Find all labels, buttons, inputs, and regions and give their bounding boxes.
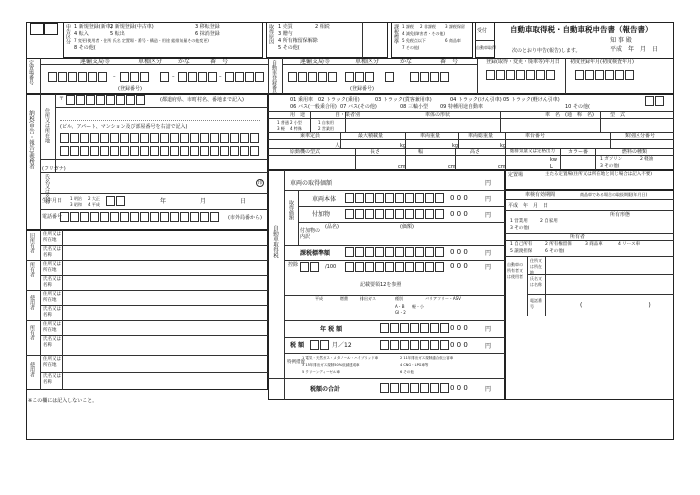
kana-label: (フリガナ)	[42, 166, 66, 172]
annual-cells[interactable]	[380, 323, 449, 333]
yen: 円	[485, 180, 492, 187]
birth-unit: 日	[240, 198, 247, 205]
special-item[interactable]: 6 その他	[400, 370, 414, 374]
fraction: /100	[325, 264, 337, 270]
color-label: カラー番	[568, 149, 589, 155]
reason-item[interactable]: 3 移転登録	[195, 24, 220, 30]
seal-mark: 印	[257, 180, 263, 186]
checkbox-large[interactable]	[30, 23, 44, 35]
number-header: 番 号	[210, 58, 229, 65]
owner-row-label: 住所又は所在地	[43, 357, 61, 368]
birth-cells[interactable]	[106, 196, 125, 206]
vehicle-type-option[interactable]: 01 乗用車	[290, 97, 313, 103]
owner-row-label: 電話番号	[530, 298, 542, 309]
vehicle-type-option[interactable]: 06 バス(一般乗合用)	[290, 104, 337, 110]
fuel-option[interactable]: 3 その他(	[600, 164, 620, 169]
dim-unit: cm	[448, 164, 456, 170]
exempt-item[interactable]: 7 その他(	[402, 45, 420, 50]
dim-label: 高さ	[470, 149, 481, 155]
accessory-label: 付加物	[312, 211, 331, 218]
yen: 円	[485, 343, 492, 350]
yen: 円	[485, 264, 492, 271]
number-header-right: 車種区分	[355, 58, 380, 65]
vehicle-type-option[interactable]: 04 トラック(けん引車)	[450, 97, 502, 103]
owner-row-label: 氏名又は名称	[43, 374, 61, 385]
yen: 円	[485, 250, 492, 257]
tax-rate-note: 記載要領12を参照	[360, 282, 402, 288]
number-cells-class[interactable]	[120, 72, 149, 82]
owner-row-label: 住所又は所在地	[530, 258, 542, 275]
status-codes-side-label: 取得原因	[268, 24, 274, 44]
owner-class-label: 自・業者別	[335, 112, 361, 118]
special-item[interactable]: 2 11年排出ガス規制適合低公害車	[400, 356, 454, 360]
number-hint: (登録番号)	[118, 86, 142, 92]
reason-item[interactable]: 4 転入	[74, 31, 89, 37]
rate-cells[interactable]	[300, 262, 319, 272]
rating-header: 種別	[395, 296, 403, 301]
plate-cells-number[interactable]	[410, 72, 449, 82]
cat-label: 類別区分番号	[625, 133, 656, 139]
owner-label: 所有者	[570, 234, 586, 240]
weight-label: 車両重量	[420, 133, 441, 139]
building-note: (ビル、アパート、マンション及び部屋番号を右詰で記入)	[60, 124, 188, 130]
row-side-label: 定置場番号	[28, 60, 34, 85]
usage-option[interactable]: 2 営業用	[318, 126, 334, 131]
status-item[interactable]: 3 贈与	[278, 31, 293, 37]
submit-date[interactable]: 平成 年 月 日	[610, 46, 659, 53]
max-load-label: 最大積載量	[358, 133, 384, 139]
yen: 円	[485, 196, 492, 203]
rating-header: バリアフリー・ASV	[425, 296, 461, 301]
era-option[interactable]: 3 昭和	[70, 202, 82, 207]
displacement-label: 総排気量又は定格出力	[510, 149, 555, 154]
disp-unit: L	[550, 164, 553, 170]
yen: 円	[485, 386, 492, 393]
yen: 円	[485, 326, 492, 333]
reg-date-label: 登録(取得・変更・廃車等)年月日	[486, 59, 560, 65]
annual-value: 0 0 0	[450, 324, 468, 332]
dim-label: 長さ	[370, 149, 381, 155]
reason-item[interactable]: 2 新規登録(中古車)	[110, 24, 154, 30]
vehicle-type-option[interactable]: 03 トラック(貨客兼用車)	[375, 97, 432, 103]
fuel-option[interactable]: 2 軽油	[640, 157, 654, 162]
special-item[interactable]: 3 15年排出ガス規制50%低減達成車	[302, 363, 360, 367]
number-header-right: 番 号	[440, 58, 459, 65]
option[interactable]: 3 その他(	[510, 226, 530, 231]
name-label: 氏名又は名称	[44, 174, 50, 204]
exempt-item[interactable]: 2 非課税	[420, 24, 436, 29]
cert-label: 車検有効期間	[525, 192, 556, 198]
owner-row-label: 氏名又は名称	[43, 277, 61, 288]
owner-row-label: 住所又は所在地	[43, 232, 61, 243]
footnote: ※この欄には記入しないこと。	[28, 398, 98, 404]
ownership-option[interactable]: 5 譲渡担保	[510, 249, 533, 254]
dim-unit: cm	[498, 164, 506, 170]
number-cells-num[interactable]	[178, 72, 217, 82]
row-side-label-2: 自動車登録番号	[271, 60, 277, 95]
first-reg-label: 初度登録年月(初度検査年月)	[570, 59, 634, 65]
first-reg-cells[interactable]	[575, 70, 634, 80]
accessory-cells[interactable]	[345, 209, 444, 219]
ownership-option[interactable]: 4 リース車	[618, 242, 641, 247]
body-option[interactable]: 3 軽	[277, 126, 285, 131]
exempt-codes-side-label: 課税標準	[393, 24, 399, 44]
fuel-label: 燃料の種類	[622, 149, 648, 155]
exempt-item[interactable]: 6 商品車	[445, 38, 461, 43]
ownership-label: 所有形態	[610, 212, 631, 218]
dim-label: 幅	[418, 149, 424, 155]
rating-value: GI・2	[395, 310, 406, 315]
vehicle-type-option[interactable]: 08 三輪小型	[400, 104, 428, 110]
section-label: 旧所有者	[29, 233, 35, 253]
vehicle-type-option[interactable]: 09 特種用途自動車	[440, 104, 483, 110]
rating-value: 軽・小	[412, 304, 424, 309]
owner-row-label: 氏名又は名称	[43, 307, 61, 318]
phone-label: 電話番号	[42, 214, 63, 220]
reason-item[interactable]: 7 変更(使用者・住所 氏名 定置場・番号・構造・用途 総排気量その他変更)	[74, 38, 209, 43]
vehicle-type-option[interactable]: 05 トラック(軽けん引車)	[503, 97, 560, 103]
ownership-option[interactable]: 1 自己所有	[510, 242, 533, 247]
vehicle-type-option[interactable]: 07 バス(その他)	[340, 104, 377, 110]
owner-row-label: 氏名又は名称	[530, 276, 542, 287]
gross-label: 車両総重量	[468, 133, 494, 139]
submit-note: 次のとおり申告(報告)します。	[512, 48, 581, 54]
base-label: 課税標準額	[300, 250, 331, 257]
special-item[interactable]: 5 クリーンディーゼル車	[302, 370, 340, 374]
item-name-hint: (品名)	[325, 224, 339, 230]
name-field[interactable]	[60, 176, 250, 190]
special-item[interactable]: 4 CNG・LPG車等	[400, 363, 429, 367]
stamp-label: 自動車取得	[476, 45, 496, 50]
name-label-2: 車 名 (通 称 名)	[545, 112, 594, 118]
reason-item[interactable]: 1 新規登録(新車)	[74, 24, 113, 30]
owner-row-label: 住所又は所在地	[43, 322, 61, 333]
acq-label: 車両の取得価額	[290, 180, 333, 187]
reg-date-cells[interactable]	[486, 70, 555, 80]
number-header: かな	[178, 58, 191, 65]
unit: kg	[500, 143, 507, 149]
body-option[interactable]: 2 小型	[290, 120, 302, 125]
section-label: 所有者	[29, 262, 35, 277]
months-value: 0 0 0	[450, 341, 468, 349]
disp-unit: kw	[550, 157, 557, 163]
owner-row-label: 住所又は所在地	[43, 262, 61, 273]
form-title: 自動車取得税・自動車税申告書（報告書）	[510, 25, 653, 34]
deduction-label: 控除	[288, 262, 299, 268]
phone-note: (市外局番から)	[228, 215, 262, 221]
plate-cells-office[interactable]	[288, 72, 337, 82]
address-note: (都道府県、市町村名、番地まで記入)	[160, 97, 244, 103]
total-value: 0 0 0	[450, 384, 468, 392]
months-amount-cells[interactable]	[380, 340, 449, 350]
total-label: 税額の合計	[310, 386, 341, 393]
body-price-label: 車両本体	[312, 196, 337, 203]
unit: kg	[400, 143, 407, 149]
option[interactable]: 1 営業用	[510, 219, 528, 224]
months-cells[interactable]	[310, 340, 329, 350]
owner-other-label: 自動車の所有者又は使用者	[507, 262, 523, 279]
exempt-item[interactable]: 1 課税	[402, 24, 414, 29]
plate-cells-class[interactable]	[345, 72, 374, 82]
birth-label: 生年月日	[42, 198, 63, 204]
vehicle-type-cells[interactable]	[645, 96, 664, 106]
owner-row-label: 氏名又は名称	[43, 247, 61, 258]
number-header: 車種区分	[138, 58, 163, 65]
number-header-right: 運輸支局等	[300, 58, 331, 65]
special-item[interactable]: 1 電気・天然ガス・メタノール・ハイブリッド車	[302, 356, 379, 360]
plate-hint: (登録番号)	[350, 86, 374, 92]
owner-row-label: 氏名又は名称	[43, 337, 61, 348]
person-side-label: 納税(申告・報告)義務者	[28, 110, 34, 170]
rating-header: 平成	[315, 296, 323, 301]
rating-value: A・B	[395, 304, 405, 309]
exempt-item[interactable]: 5 免税点以下	[402, 38, 426, 43]
address-label: 住所又は所在地	[44, 108, 50, 143]
body-price-value: 0 0 0	[450, 194, 468, 202]
era-option[interactable]: 2 大正	[88, 196, 100, 201]
reason-item[interactable]: 5 転出	[110, 31, 125, 37]
special-label: 特例措置	[287, 360, 305, 365]
dim-unit: cm	[398, 164, 406, 170]
number-cells-left[interactable]	[48, 72, 107, 82]
plate-cells-kana[interactable]	[385, 72, 394, 82]
months-suffix: 月／12	[332, 342, 352, 349]
accessory-items-label: 付加物の内訳	[300, 228, 321, 240]
months-label: 税 額	[290, 342, 305, 349]
section-label: 使用者	[29, 362, 35, 377]
reason-codes-side-label: 申告区分	[65, 24, 71, 44]
section-label: 所有者	[29, 325, 35, 340]
reason-item[interactable]: 6 抹消登録	[195, 31, 220, 37]
ownership-option[interactable]: 2 所有権留保	[545, 242, 572, 247]
deduct-value: 0 0 0	[450, 262, 468, 270]
base-cells[interactable]	[345, 247, 444, 257]
status-item[interactable]: 1 売買	[278, 24, 293, 30]
era-option[interactable]: 1 明治	[70, 196, 82, 201]
usage-label: 用 途	[290, 112, 306, 118]
postal-mark: 〒	[59, 96, 65, 102]
yen: 円	[485, 212, 492, 219]
phone-paren: ( )	[580, 302, 651, 309]
inspection-block	[505, 190, 674, 400]
building-cells[interactable]	[60, 133, 259, 143]
exempt-item[interactable]: 3 課税保留	[445, 24, 465, 29]
section-label: 使用者	[29, 295, 35, 310]
building-cells-2[interactable]	[60, 146, 259, 156]
status-item[interactable]: 2 相続	[315, 24, 330, 30]
fuel-option[interactable]: 1 ガソリン	[600, 157, 623, 162]
unit: kg	[452, 143, 459, 149]
ownership-option[interactable]: 6 その他(	[545, 249, 565, 254]
stamp-label: 受付	[477, 28, 488, 34]
body-option[interactable]: 4 特殊	[290, 126, 302, 131]
vehicle-type-option[interactable]: 02 トラック(乗用)	[318, 97, 360, 103]
number-header: 運輸支局等	[80, 58, 111, 65]
capacity-label: 乗車定員	[300, 133, 321, 139]
annual-tax-label: 年 税 額	[320, 326, 343, 333]
rating-header: 排出ガス	[360, 296, 376, 301]
owner-row-label: 住所又は所在地	[43, 292, 61, 303]
body-price-cells[interactable]	[345, 193, 444, 203]
model-label: 型 式	[610, 112, 626, 118]
birth-unit: 年	[160, 198, 167, 205]
exempt-item[interactable]: 4 減免(障害者・その他)	[402, 31, 445, 36]
body-option[interactable]: 1 普通	[277, 120, 289, 125]
from-label: 平成 年 月 日	[508, 203, 549, 209]
postal-cells[interactable]	[66, 95, 145, 105]
phone-cells[interactable]	[60, 212, 219, 222]
cert-note: 商品車である場合の取扱期限(年月日)	[580, 192, 648, 197]
reason-item[interactable]: 8 その他(	[74, 45, 96, 51]
storage-note: 主たる定置場(住所又は所在地と同じ場合は記入不要)	[545, 172, 653, 177]
amount-hint: (価額)	[400, 224, 414, 230]
acq-side-label: 取得価額	[288, 200, 294, 220]
vehicle-type-option[interactable]: 10 その他(	[565, 104, 590, 110]
base-value: 0 0 0	[450, 248, 468, 256]
number-cells-kana[interactable]	[160, 72, 169, 82]
status-item[interactable]: 4 所有権留保解除	[278, 38, 318, 44]
era-option[interactable]: 4 平成	[88, 202, 100, 207]
birth-unit: 月	[200, 198, 207, 205]
rating-header: 燃費	[340, 296, 348, 301]
office-label: 知 事 殿	[610, 37, 632, 44]
storage-label: 定置場	[508, 172, 524, 178]
number-cells-num2[interactable]	[225, 72, 264, 82]
deduct-cells[interactable]	[345, 262, 444, 272]
address-line1[interactable]	[60, 110, 260, 121]
usage-option[interactable]: 1 自家用	[318, 120, 334, 125]
number-header-right: かな	[400, 58, 413, 65]
checkbox-large[interactable]	[44, 23, 58, 35]
body-label: 車体の形状	[425, 112, 451, 118]
ownership-option[interactable]: 3 商品車	[585, 242, 603, 247]
accessory-value: 0 0 0	[450, 210, 468, 218]
tax-side-label: 自動車取得税	[272, 225, 278, 258]
option[interactable]: 2 自家用	[540, 219, 558, 224]
dim-label: 原動機の型式	[290, 149, 321, 155]
total-cells[interactable]	[380, 383, 449, 393]
status-item[interactable]: 5 その他(	[278, 45, 300, 51]
unit: 人	[335, 143, 341, 149]
serial-label: 車台番号	[525, 133, 546, 139]
